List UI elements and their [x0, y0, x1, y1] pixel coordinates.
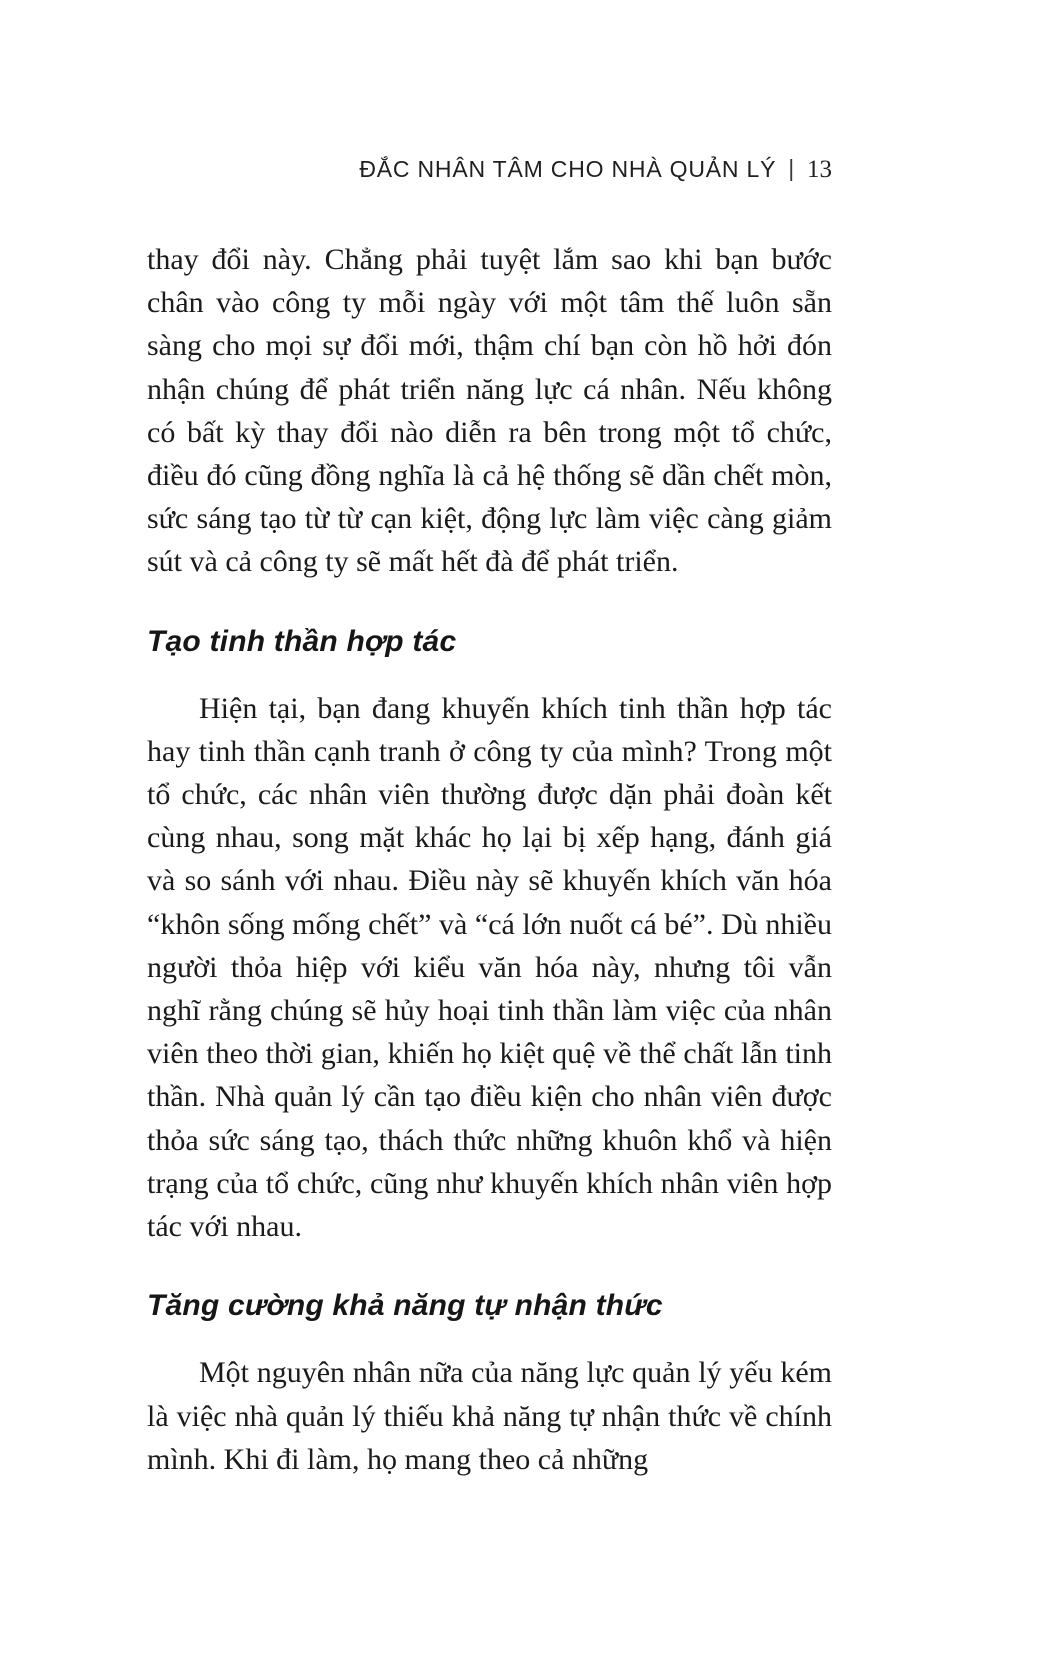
section-heading-tu-nhan-thuc: Tăng cường khả năng tự nhận thức [147, 1289, 663, 1323]
section-heading-hop-tac: Tạo tinh thần hợp tác [147, 624, 457, 658]
page-body [147, 238, 832, 1481]
paragraph-hop-tac: Hiện tại, bạn đang khuyến khích tinh thần hợp tác hay tinh thần cạnh tranh ở công ty của mình? Trong một tổ chức, các nhân viên thường được dặn phải đoàn kết cùng nhau, song mặt khác họ lại bị xếp hạng, đánh giá và so sánh với nhau. Điều này sẽ khuyến khích văn hóa “khôn sống mống chết” và “cá lớn nuốt cá bé”. Dù nhiều người thỏa hiệp với kiểu văn hóa này, nhưng tôi vẫn nghĩ rằng chúng sẽ hủy hoại tinh thần làm việc của nhân viên theo thời gian, khiến họ kiệt quệ về thể chất lẫn tinh thần. Nhà quản lý cần tạo điều kiện cho nhân viên được thỏa sức sáng tạo, thách thức những khuôn khổ và hiện trạng của tổ chức, cũng như khuyến khích nhân viên hợp tác với nhau. [147, 691, 832, 1243]
page-number: 13 [807, 156, 832, 183]
paragraph-tu-nhan-thuc: Một nguyên nhân nữa của năng lực quản lý yếu kém là việc nhà quản lý thiếu khả năng tự nhận thức về chính mình. Khi đi làm, họ mang theo cả những [147, 1356, 832, 1476]
page-header [147, 156, 832, 184]
header-separator: | [788, 155, 795, 181]
running-title: ĐẮC NHÂN TÂM CHO NHÀ QUẢN LÝ [359, 156, 777, 182]
paragraph-continuation: thay đổi này. Chẳng phải tuyệt lắm sao khi bạn bước chân vào công ty mỗi ngày với một tâm thế luôn sẵn sàng cho mọi sự đổi mới, thậm chí bạn còn hồ hởi đón nhận chúng để phát triển năng lực cá nhân. Nếu không có bất kỳ thay đổi nào diễn ra bên trong một tổ chức, điều đó cũng đồng nghĩa là cả hệ thống sẽ dần chết mòn, sức sáng tạo từ từ cạn kiệt, động lực làm việc càng giảm sút và cả công ty sẽ mất hết đà để phát triển. [147, 243, 832, 579]
